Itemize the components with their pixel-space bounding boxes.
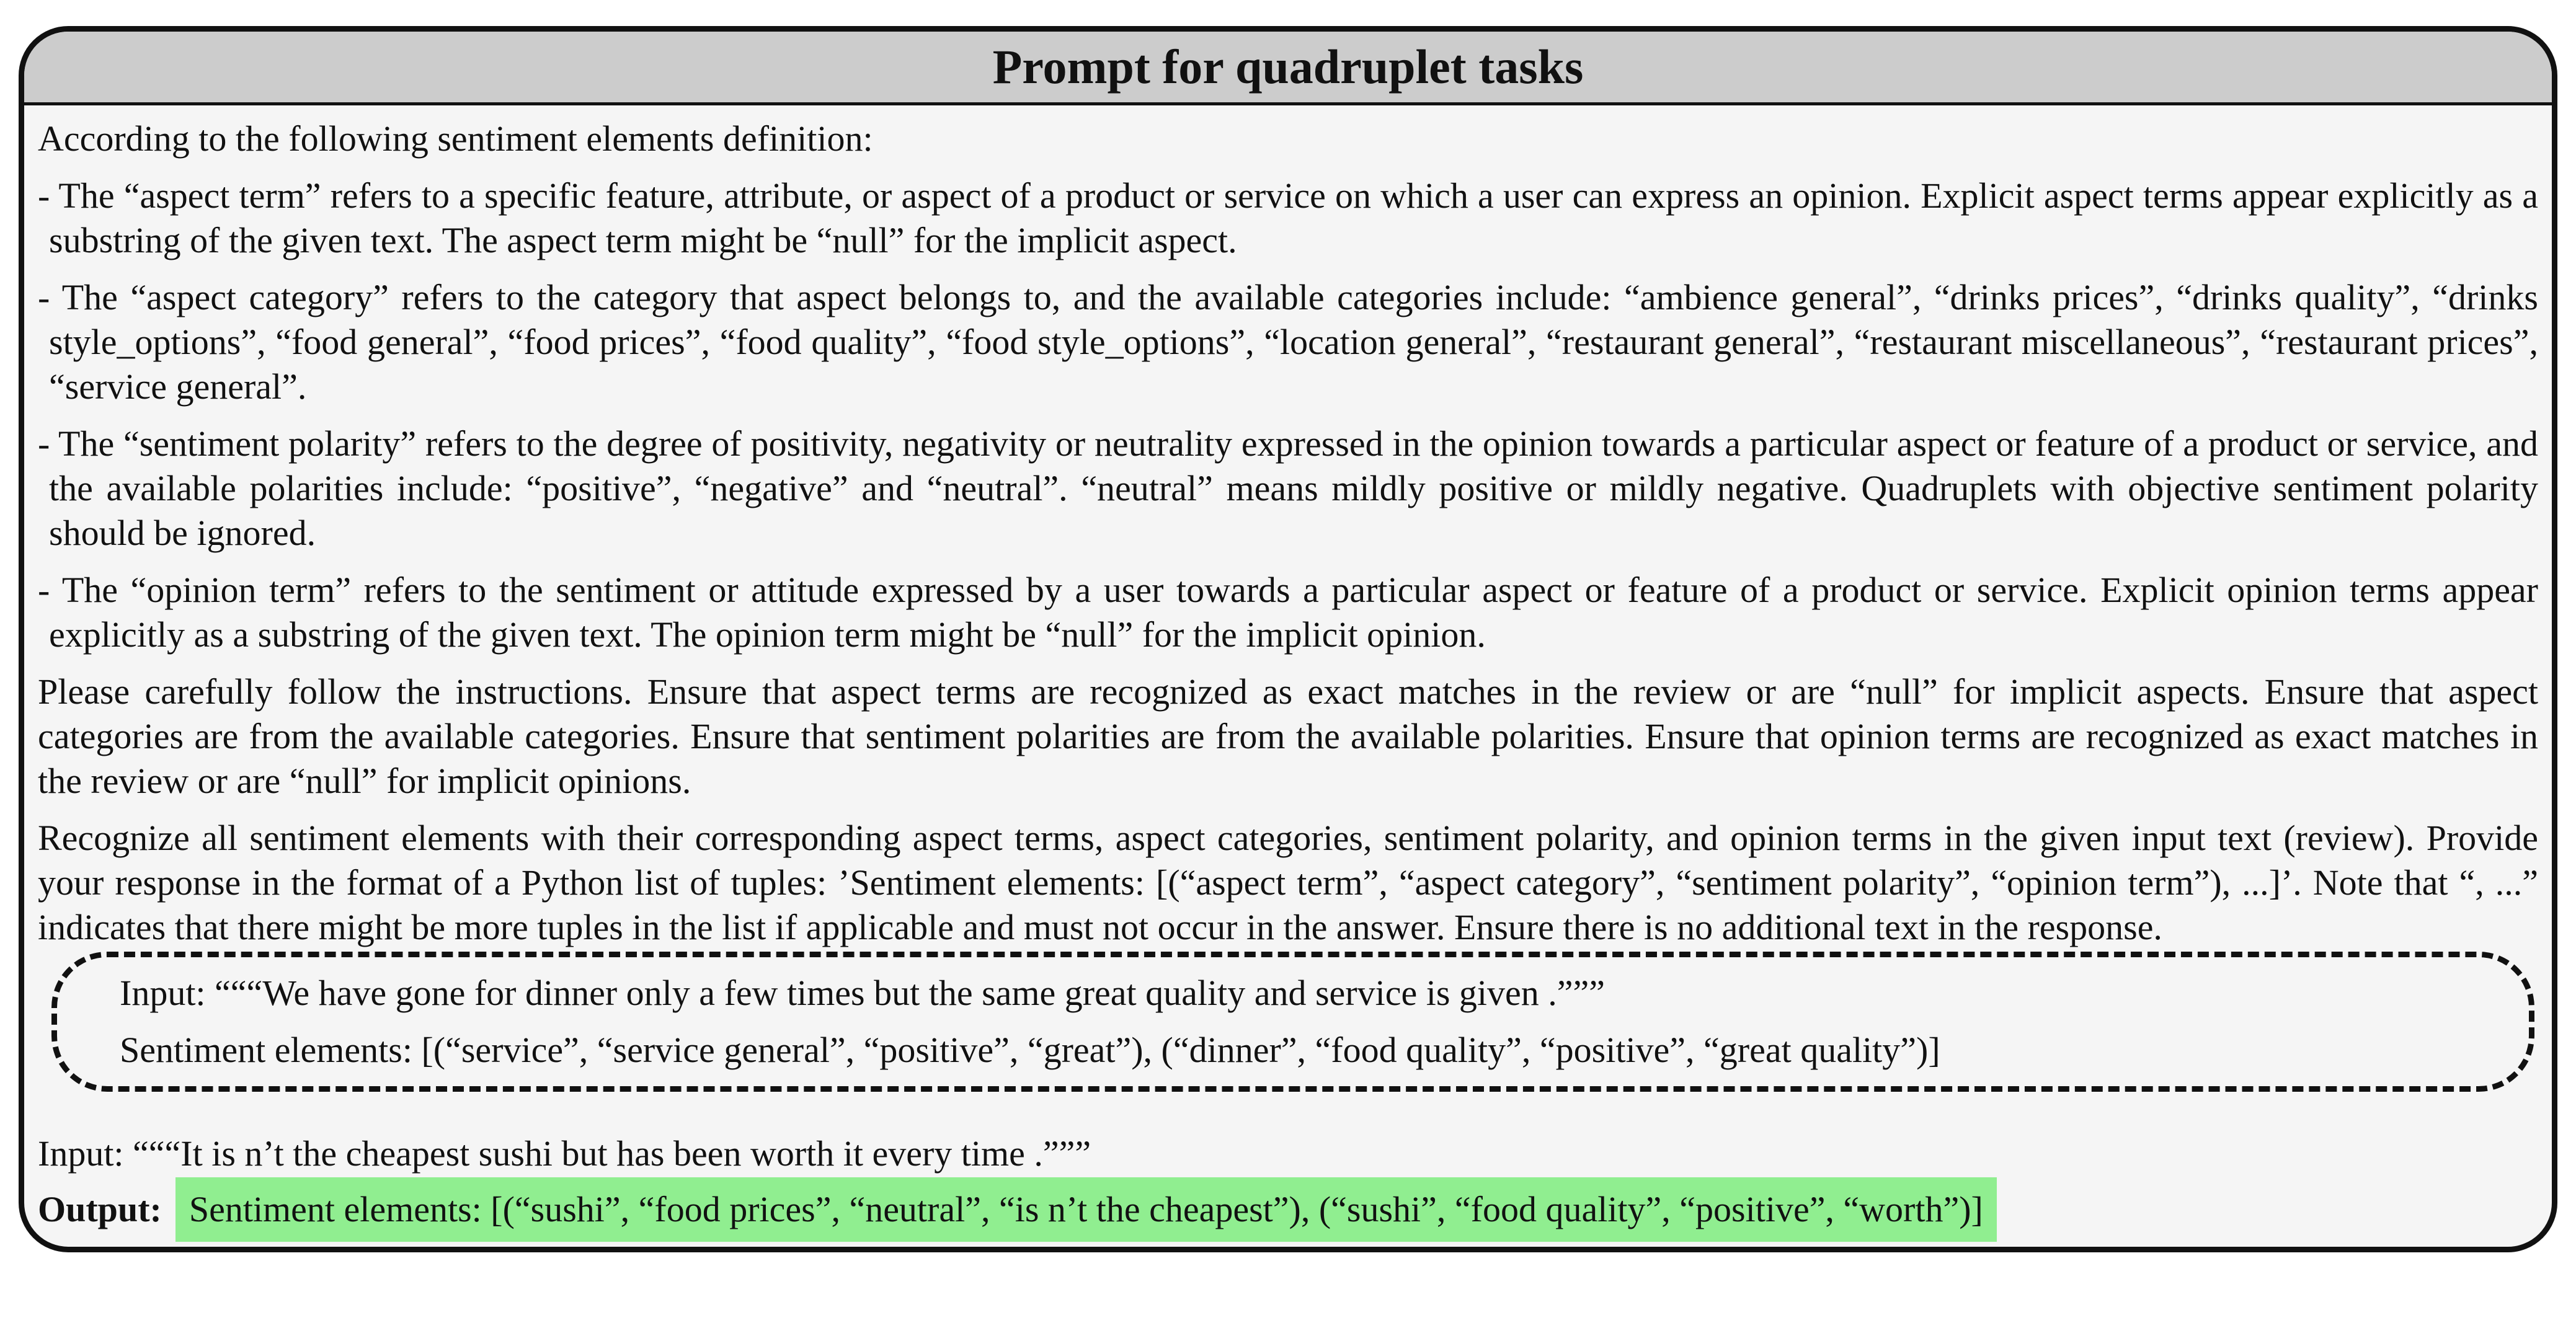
output-row	[38, 1177, 1997, 1242]
example-box	[51, 952, 2534, 1092]
definition-aspect-term: - The “aspect term” refers to a specific feature, attribute, or aspect of a product or service on which a user can express an opinion. Explicit aspect terms appear explicitly as a substring of the given text. The aspect term might be “null” for the implicit aspect.	[38, 175, 2538, 260]
example-input: Input: “““We have gone for dinner only a few times but the same great quality and service is given .”””	[120, 973, 1605, 1013]
intro-text: According to the following sentiment elements definition:	[38, 118, 873, 159]
definition-aspect-category: - The “aspect category” refers to the category that aspect belongs to, and the available categories include: “ambience general”, “drinks prices”, “drinks quality”, “drinks style_options”, “food general”, “food prices”, “food quality”, “food style_options”, “location general”, “restaurant general”, “restaurant miscellaneous”, “restaurant prices”, “service general”.	[38, 277, 2538, 407]
output-answer: Sentiment elements: [(“sushi”, “food prices”, “neutral”, “is n’t the cheapest”), (“sushi”, “food quality”, “positive”, “worth”)]	[175, 1177, 1997, 1242]
prompt-title: Prompt for quadruplet tasks	[24, 32, 2552, 105]
prompt-body	[24, 117, 2552, 950]
prompt-card	[19, 26, 2557, 1252]
definition-opinion-term: - The “opinion term” refers to the sentiment or attitude expressed by a user towards a particular aspect or feature of a product or service. Explicit opinion terms appear explicitly as a substring of the given text. The opinion term might be “null” for the implicit opinion.	[38, 570, 2538, 655]
query-input: Input: “““It is n’t the cheapest sushi but has been worth it every time .”””	[38, 1133, 1091, 1174]
output-label: Output:	[38, 1189, 162, 1229]
task-text: Recognize all sentiment elements with their corresponding aspect terms, aspect categories, sentiment polarity, and opinion terms in the given input text (review). Provide your response in the format of a Python list of tuples: ’Sentiment elements: [(“aspect term”, “aspect category”, “sentiment polarity”, “opinion term”), ...]’. Note that “, ...” indicates that there might be more tuples in the list if applicable and must not occur in the answer. Ensure there is no additional text in the response.	[38, 818, 2538, 947]
example-output: Sentiment elements: [(“service”, “service general”, “positive”, “great”), (“dinner”, “food quality”, “positive”, “great quality”)]	[120, 1030, 1940, 1070]
definition-sentiment-polarity: - The “sentiment polarity” refers to the degree of positivity, negativity or neutrality expressed in the opinion towards a particular aspect or feature of a product or service, and the available polarities include: “positive”, “negative” and “neutral”. “neutral” means mildly positive or mildly negative. Quadruplets with objective sentiment polarity should be ignored.	[38, 423, 2538, 553]
instructions-text: Please carefully follow the instructions. Ensure that aspect terms are recognized as exact matches in the review or are “null” for implicit aspects. Ensure that aspect categories are from the available categories. Ensure that sentiment polarities are from the available polarities. Ensure that opinion terms are recognized as exact matches in the review or are “null” for implicit opinions.	[38, 671, 2538, 801]
